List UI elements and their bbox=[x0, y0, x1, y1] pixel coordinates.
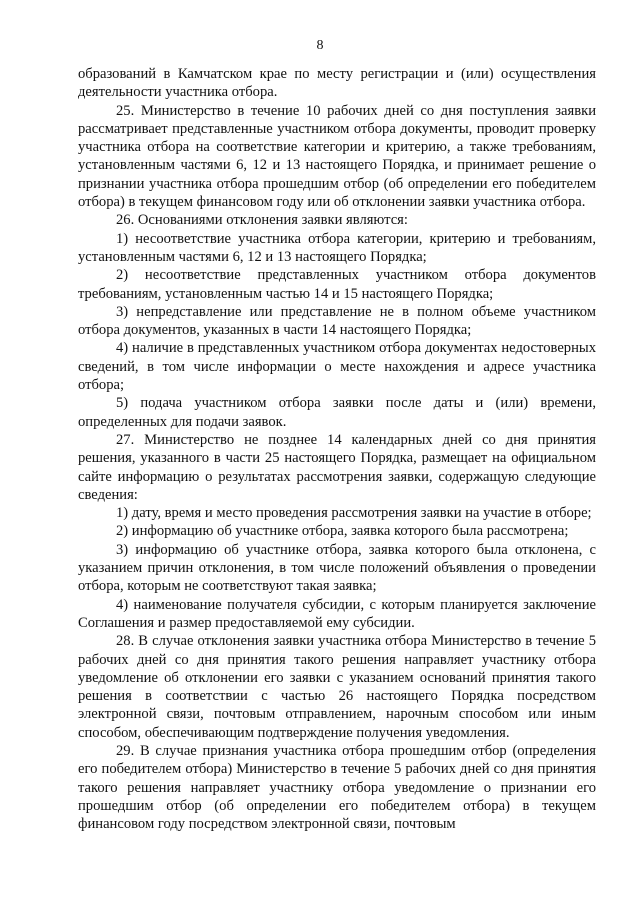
paragraph-continuation: образований в Камчатском крае по месту регистрации и (или) осуществления деятельности участника отбора. bbox=[78, 66, 596, 101]
paragraph-29: 29. В случае признания участника отбора прошедшим отбор (определения его победителем отбора) Министерство в течение 5 рабочих дней со дня принятия такого решения направляет участнику отбора уведомление о признании его прошедшим отбор (об определении его победителем отбора) в текущем финансовом году посредством электронной связи, почтовым bbox=[78, 742, 596, 833]
paragraph-26: 26. Основаниями отклонения заявки являются: bbox=[116, 212, 408, 229]
paragraph-26-item-2: 2) несоответствие представленных участником отбора документов требованиям, установленным частью 14 и 15 настоящего Порядка; bbox=[78, 267, 596, 302]
paragraph-27-item-1: 1) дату, время и место проведения рассмотрения заявки на участие в отборе; bbox=[116, 505, 592, 522]
paragraph-25: 25. Министерство в течение 10 рабочих дней со дня поступления заявки рассматривает представленные участником отбора документы, проводит проверку участника отбора на соответствие категории и критерию, а также требованиям, установленным частями 6, 12 и 13 настоящего Порядка, и принимает решение о признании участника отбора прошедшим отбор (об определении его победителем отбора) в текущем финансовом году или об отклонении заявки участника отбора. bbox=[78, 102, 596, 211]
paragraph-27-item-4: 4) наименование получателя субсидии, с которым планируется заключение Соглашения и размер предоставляемой ему субсидии. bbox=[78, 596, 596, 631]
paragraph-26-item-4: 4) наличие в представленных участником отбора документах недостоверных сведений, в том числе информации о месте нахождения и адресе участника отбора; bbox=[78, 340, 596, 394]
paragraph-27-item-2: 2) информацию об участнике отбора, заявка которого была рассмотрена; bbox=[116, 523, 569, 540]
document-body bbox=[78, 65, 596, 833]
paragraph-28: 28. В случае отклонения заявки участника отбора Министерство в течение 5 рабочих дней со дня принятия такого решения направляет участнику отбора уведомление об отклонении его заявки с указанием оснований принятия такого решения в соответствии с частью 26 настоящего Порядка посредством электронной связи, почтовым отправлением, нарочным способом или иным способом, обеспечивающим подтверждение получения уведомления. bbox=[78, 633, 596, 741]
paragraph-26-item-3: 3) непредставление или представление не в полном объеме участником отбора документов, указанных в части 14 настоящего Порядка; bbox=[78, 303, 596, 339]
paragraph-26-item-5: 5) подача участником отбора заявки после даты и (или) времени, определенных для подачи заявок. bbox=[78, 395, 596, 430]
page-number: 8 bbox=[316, 38, 324, 53]
paragraph-27-item-3: 3) информацию об участнике отбора, заявка которого была отклонена, с указанием причин отклонения, в том числе положений объявления о проведении отбора, которым не соответствуют такая заявка; bbox=[78, 541, 596, 595]
paragraph-26-item-1: 1) несоответствие участника отбора категории, критерию и требованиям, установленным частями 6, 12 и 13 настоящего Порядка; bbox=[78, 230, 596, 265]
paragraph-27: 27. Министерство не позднее 14 календарных дней со дня принятия решения, указанного в части 25 настоящего Порядка, размещает на официальном сайте информацию о результатах рассмотрения заявки, содержащую следующие сведения: bbox=[78, 431, 596, 503]
